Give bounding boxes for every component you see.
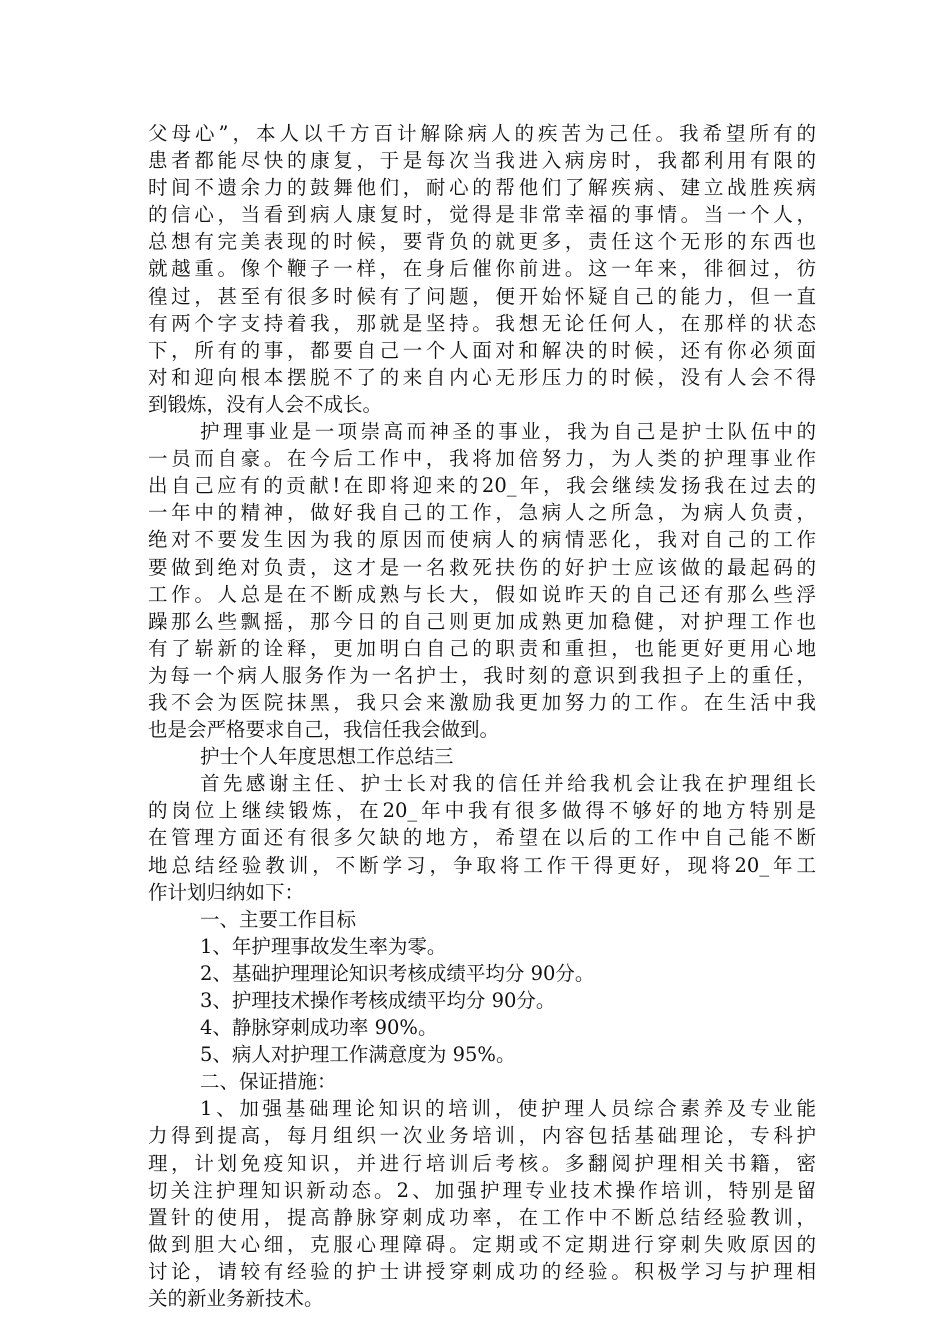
text-line: 置针的使用，提高静脉穿刺成功率，在工作中不断总结经验教训， (148, 1205, 816, 1229)
text-line: 我不会为医院抹黑，我只会来激励我更加努力的工作。在生活中我 (148, 690, 816, 714)
text-line: 作计划归纳如下： (148, 880, 305, 904)
text-line: 二、保证措施： (200, 1070, 337, 1094)
text-line: 首先感谢主任、护士长对我的信任并给我机会让我在护理组长 (200, 772, 816, 796)
text-line: 总想有完美表现的时候，要背负的就更多，责任这个无形的东西也 (148, 230, 816, 254)
text-line: 1、年护理事故发生率为零。 (200, 934, 447, 958)
text-line: 在管理方面还有很多欠缺的地方，希望在以后的工作中自己能不断 (148, 826, 816, 850)
text-line: 护士个人年度思想工作总结三 (200, 745, 454, 769)
text-line: 5、病人对护理工作满意度为 95%。 (200, 1043, 516, 1067)
text-line: 3、护理技术操作考核成绩平均分 90分。 (200, 989, 556, 1012)
text-line: 时间不遗余力的鼓舞他们，耐心的帮他们了解疾病、建立战胜疾病 (148, 176, 816, 200)
text-line: 做到胆大心细，克服心理障碍。定期或不定期进行穿刺失败原因的 (148, 1232, 816, 1256)
text-line: 护理事业是一项崇高而神圣的事业，我为自己是护士队伍中的 (200, 420, 816, 444)
text-line: 要做到绝对负责，这才是一名救死扶伤的好护士应该做的最起码的 (148, 555, 816, 579)
text-line: 下，所有的事，都要自己一个人面对和解决的时候，还有你必须面 (148, 338, 816, 362)
text-line: 1、加强基础理论知识的培训，使护理人员综合素养及专业能 (200, 1097, 816, 1121)
text-line: 也是会严格要求自己，我信任我会做到。 (148, 718, 500, 742)
text-line: 躁那么些飘摇，那今日的自己则更加成熟更加稳健，对护理工作也 (148, 609, 816, 633)
document-body (148, 120, 816, 1312)
text-line: 力得到提高，每月组织一次业务培训，内容包括基础理论，专科护 (148, 1124, 816, 1148)
text-line: 患者都能尽快的康复，于是每次当我进入病房时，我都利用有限的 (148, 149, 816, 173)
text-line: 徨过，甚至有很多时候有了问题，便开始怀疑自己的能力，但一直 (148, 284, 816, 308)
text-line: 一员而自豪。在今后工作中，我将加倍努力，为人类的护理事业作 (148, 447, 816, 471)
text-line: 切关注护理知识新动态。2、加强护理专业技术操作培训，特别是留 (148, 1178, 816, 1202)
text-line: 出自己应有的贡献!在即将迎来的20_年，我会继续发扬我在过去的 (148, 474, 816, 498)
text-line: 2、基础护理理论知识考核成绩平均分 90分。 (200, 961, 595, 985)
text-line: 的信心，当看到病人康复时，觉得是非常幸福的事情。当一个人， (148, 203, 816, 227)
text-line: 理，计划免疫知识，并进行培训后考核。多翻阅护理相关书籍，密 (148, 1151, 816, 1175)
text-line: 一、主要工作目标 (200, 907, 357, 931)
text-line: 就越重。像个鞭子一样，在身后催你前进。这一年来，徘徊过，彷 (148, 257, 816, 281)
text-line: 地总结经验教训，不断学习，争取将工作干得更好，现将20_年工 (148, 853, 816, 877)
text-line: 对和迎向根本摆脱不了的来自内心无形压力的时候，没有人会不得 (148, 365, 816, 389)
text-line: 工作。人总是在不断成熟与长大，假如说昨天的自己还有那么些浮 (148, 582, 816, 606)
text-line: 的岗位上继续锻炼，在20_年中我有很多做得不够好的地方特别是 (148, 799, 816, 823)
text-line: 父母心”，本人以千方百计解除病人的疾苦为己任。我希望所有的 (148, 122, 816, 145)
text-line: 有了崭新的诠释，更加明白自己的职责和重担，也能更好更用心地 (148, 636, 816, 660)
text-line: 到锻炼，没有人会不成长。 (148, 392, 383, 416)
text-line: 4、静脉穿刺成功率 90%。 (200, 1016, 438, 1040)
text-line: 关的新业务新技术。 (148, 1287, 324, 1311)
text-line: 绝对不要发生因为我的原因而使病人的病情恶化，我对自己的工作 (148, 528, 816, 552)
text-line: 为每一个病人服务作为一名护士，我时刻的意识到我担子上的重任， (148, 663, 816, 687)
text-line: 有两个字支持着我，那就是坚持。我想无论任何人，在那样的状态 (148, 311, 816, 335)
text-line: 一年中的精神，做好我自己的工作，急病人之所急，为病人负责， (148, 501, 816, 525)
text-line: 讨论，请较有经验的护士讲授穿刺成功的经验。积极学习与护理相 (148, 1259, 816, 1283)
